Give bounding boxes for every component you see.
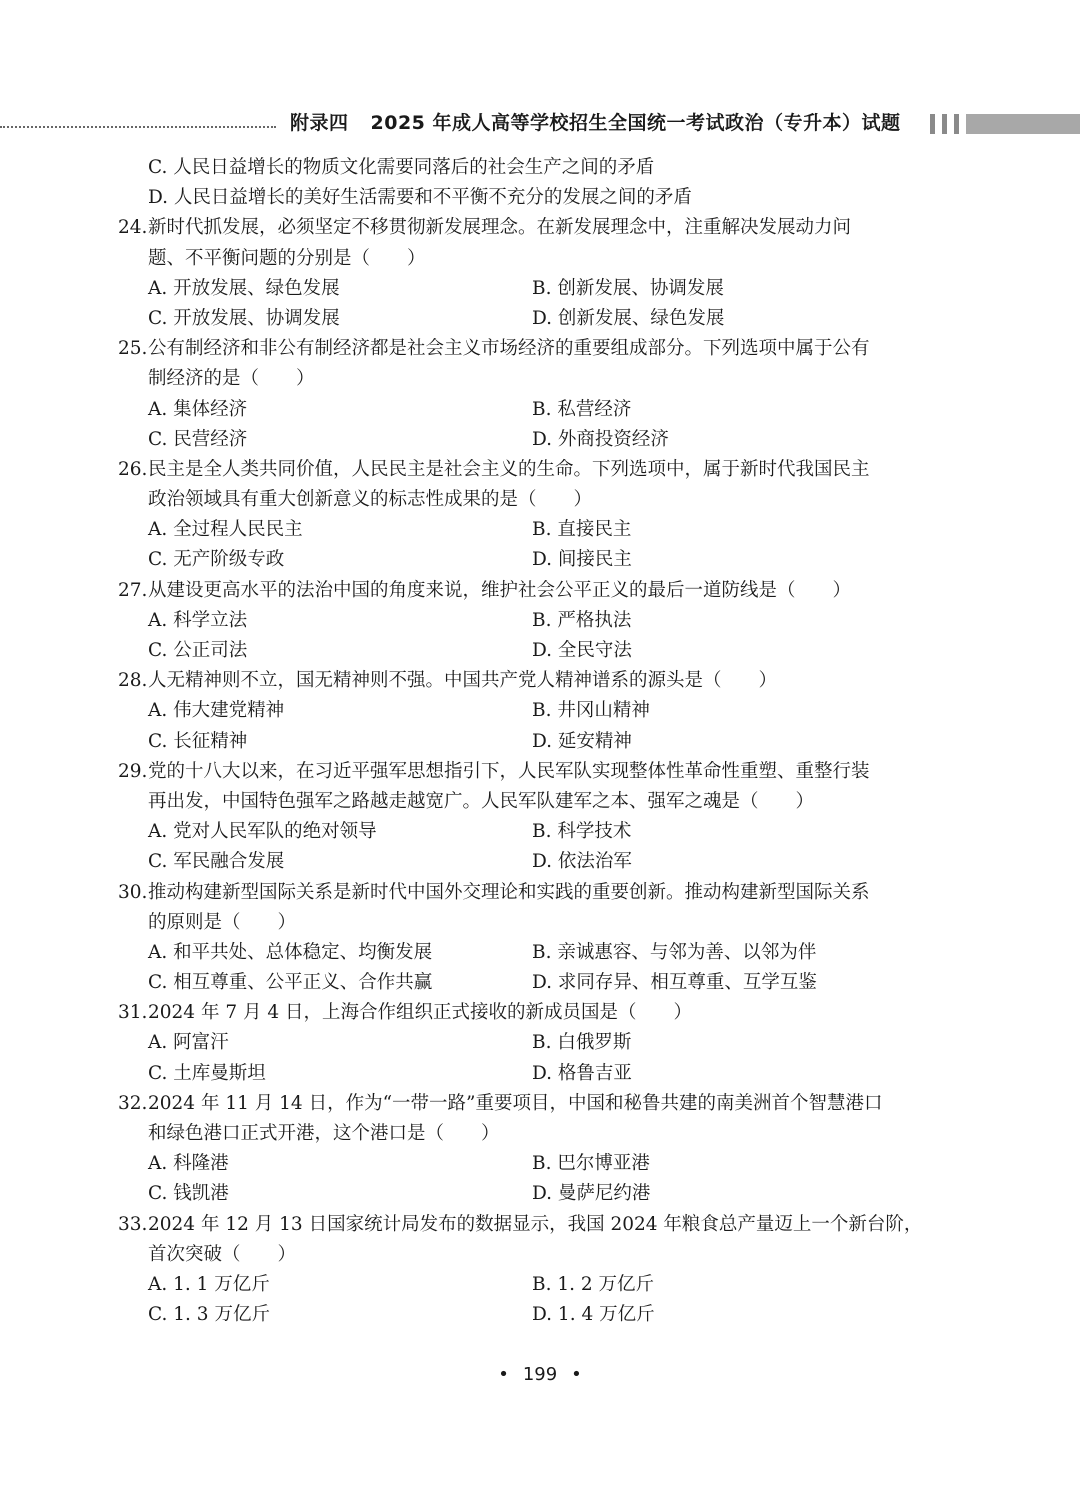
question-stem: 民主是全人类共同价值，人民民主是社会主义的生命。下列选项中，属于新时代我国民主 (148, 458, 870, 480)
option-row (118, 847, 978, 877)
option-row (118, 727, 978, 757)
option-right: D. 外商投资经济 (532, 428, 669, 450)
option-left: C. 无产阶级专政 (148, 549, 285, 571)
option-row (118, 606, 978, 636)
option-row (118, 968, 978, 998)
option-right: B. 亲诚惠容、与邻为善、以邻为伴 (532, 941, 817, 963)
option-right: B. 私营经济 (532, 398, 632, 420)
option-right: B. 创新发展、协调发展 (532, 277, 724, 299)
header-title (290, 108, 901, 135)
option-row (118, 817, 978, 847)
question-number: 30. (118, 881, 148, 903)
option-left: C. 土库曼斯坦 (148, 1062, 266, 1084)
option-right: D. 依法治军 (532, 851, 632, 873)
question-stem-continuation (118, 485, 978, 515)
option-row (118, 696, 978, 726)
option-right: D. 创新发展、绿色发展 (532, 307, 725, 329)
option-line (118, 183, 978, 213)
question-line (118, 1210, 978, 1240)
option-right: D. 求同存异、相互尊重、互学互鉴 (532, 972, 817, 994)
question-stem: 再出发，中国特色强军之路越走越宽广。人民军队建军之本、强军之魂是（ ） (148, 790, 815, 812)
option-right: B. 直接民主 (532, 519, 632, 541)
question-stem-continuation (118, 908, 978, 938)
option-left: C. 1. 3 万亿斤 (148, 1304, 270, 1326)
question-number: 32. (118, 1092, 148, 1114)
question-stem: 2024 年 12 月 13 日国家统计局发布的数据显示，我国 2024 年粮食总产量迈上一个新台阶， (148, 1213, 923, 1235)
option-left: A. 伟大建党精神 (148, 700, 285, 722)
option-left: A. 党对人民军队的绝对领导 (148, 821, 377, 843)
question-line (118, 998, 978, 1028)
option-left: A. 全过程人民民主 (148, 519, 303, 541)
option-row (118, 1179, 978, 1209)
question-stem: 从建设更高水平的法治中国的角度来说，维护社会公平正义的最后一道防线是（ ） (148, 579, 852, 601)
option-left: A. 和平共处、总体稳定、均衡发展 (148, 941, 433, 963)
option-left: C. 民营经济 (148, 428, 248, 450)
option-right: D. 间接民主 (532, 549, 632, 571)
option-left: A. 开放发展、绿色发展 (148, 277, 340, 299)
question-stem-continuation (118, 787, 978, 817)
option-text: D. 人民日益增长的美好生活需要和不平衡不充分的发展之间的矛盾 (148, 187, 692, 209)
question-line (118, 455, 978, 485)
question-line (118, 878, 978, 908)
option-left: C. 相互尊重、公平正义、合作共赢 (148, 972, 433, 994)
page-number: 199 (522, 1364, 558, 1385)
question-number: 29. (118, 760, 148, 782)
question-line (118, 666, 978, 696)
option-right: D. 延安精神 (532, 730, 632, 752)
question-stem: 政治领域具有重大创新意义的标志性成果的是（ ） (148, 489, 593, 511)
option-row (118, 636, 978, 666)
footer-dot-right: • (571, 1364, 582, 1385)
question-number: 31. (118, 1002, 148, 1024)
option-left: C. 长征精神 (148, 730, 248, 752)
option-row (118, 515, 978, 545)
running-header (0, 104, 1080, 144)
option-right: D. 1. 4 万亿斤 (532, 1304, 655, 1326)
option-left: C. 军民融合发展 (148, 851, 285, 873)
option-left: C. 公正司法 (148, 640, 248, 661)
question-line (118, 576, 978, 606)
option-right: B. 巴尔博亚港 (532, 1153, 650, 1175)
option-row (118, 1270, 978, 1300)
question-number: 33. (118, 1213, 148, 1235)
question-line (118, 213, 978, 243)
question-number: 27. (118, 579, 148, 601)
question-stem: 公有制经济和非公有制经济都是社会主义市场经济的重要组成部分。下列选项中属于公有 (148, 338, 870, 360)
option-right: B. 白俄罗斯 (532, 1032, 632, 1054)
footer-dot-left: • (498, 1364, 509, 1385)
option-row (118, 1059, 978, 1089)
page-footer (0, 1364, 1080, 1385)
option-row (118, 1300, 978, 1330)
question-stem: 首次突破（ ） (148, 1243, 297, 1265)
option-row (118, 545, 978, 575)
option-left: C. 钱凯港 (148, 1183, 229, 1205)
option-row (118, 1149, 978, 1179)
option-left: A. 阿富汗 (148, 1032, 229, 1054)
question-stem: 题、不平衡问题的分别是（ ） (148, 247, 426, 269)
header-exam-title: 2025 年成人高等学校招生全国统一考试政治（专升本）试题 (370, 112, 901, 134)
option-right: D. 格鲁吉亚 (532, 1062, 632, 1084)
option-right: B. 科学技术 (532, 821, 632, 843)
option-left: C. 开放发展、协调发展 (148, 307, 340, 329)
question-number: 24. (118, 217, 148, 239)
question-stem: 2024 年 7 月 4 日，上海合作组织正式接收的新成员国是（ ） (148, 1002, 693, 1024)
question-number: 25. (118, 338, 148, 360)
question-stem: 的原则是（ ） (148, 911, 297, 933)
question-stem: 推动构建新型国际关系是新时代中国外交理论和实践的重要创新。推动构建新型国际关系 (148, 881, 870, 903)
question-line (118, 757, 978, 787)
option-right: D. 曼萨尼约港 (532, 1183, 651, 1205)
option-right: B. 井冈山精神 (532, 700, 650, 722)
option-row (118, 304, 978, 334)
option-right: B. 严格执法 (532, 609, 632, 631)
option-left: A. 1. 1 万亿斤 (148, 1273, 270, 1295)
option-row (118, 938, 978, 968)
question-number: 26. (118, 458, 148, 480)
option-row (118, 274, 978, 304)
option-right: B. 1. 2 万亿斤 (532, 1273, 655, 1295)
question-line (118, 1089, 978, 1119)
option-row (118, 395, 978, 425)
option-left: A. 集体经济 (148, 398, 248, 420)
option-left: A. 科学立法 (148, 609, 248, 631)
question-stem-continuation (118, 1240, 978, 1270)
question-stem-continuation (118, 1119, 978, 1149)
question-stem: 新时代抓发展，必须坚定不移贯彻新发展理念。在新发展理念中，注重解决发展动力问 (148, 217, 852, 239)
question-number: 28. (118, 670, 148, 692)
question-stem: 人无精神则不立，国无精神则不强。中国共产党人精神谱系的源头是（ ） (148, 670, 778, 692)
header-appendix: 附录四 (290, 112, 349, 134)
option-line (118, 153, 978, 183)
option-text: C. 人民日益增长的物质文化需要同落后的社会生产之间的矛盾 (148, 157, 655, 178)
question-stem-continuation (118, 364, 978, 394)
question-line (118, 334, 978, 364)
option-left: A. 科隆港 (148, 1153, 229, 1175)
option-right: D. 全民守法 (532, 640, 632, 661)
question-list (118, 153, 978, 1330)
header-gray-block (966, 114, 1080, 134)
question-stem-continuation (118, 244, 978, 274)
question-stem: 党的十八大以来，在习近平强军思想指引下，人民军队实现整体性革命性重塑、重整行装 (148, 760, 870, 782)
question-stem: 和绿色港口正式开港，这个港口是（ ） (148, 1123, 500, 1144)
header-dotted-rule (0, 126, 276, 128)
option-row (118, 1028, 978, 1058)
question-stem: 制经济的是（ ） (148, 368, 315, 390)
option-row (118, 425, 978, 455)
question-stem: 2024 年 11 月 14 日，作为“一带一路”重要项目，中国和秘鲁共建的南美洲首个智慧港口 (148, 1092, 883, 1114)
